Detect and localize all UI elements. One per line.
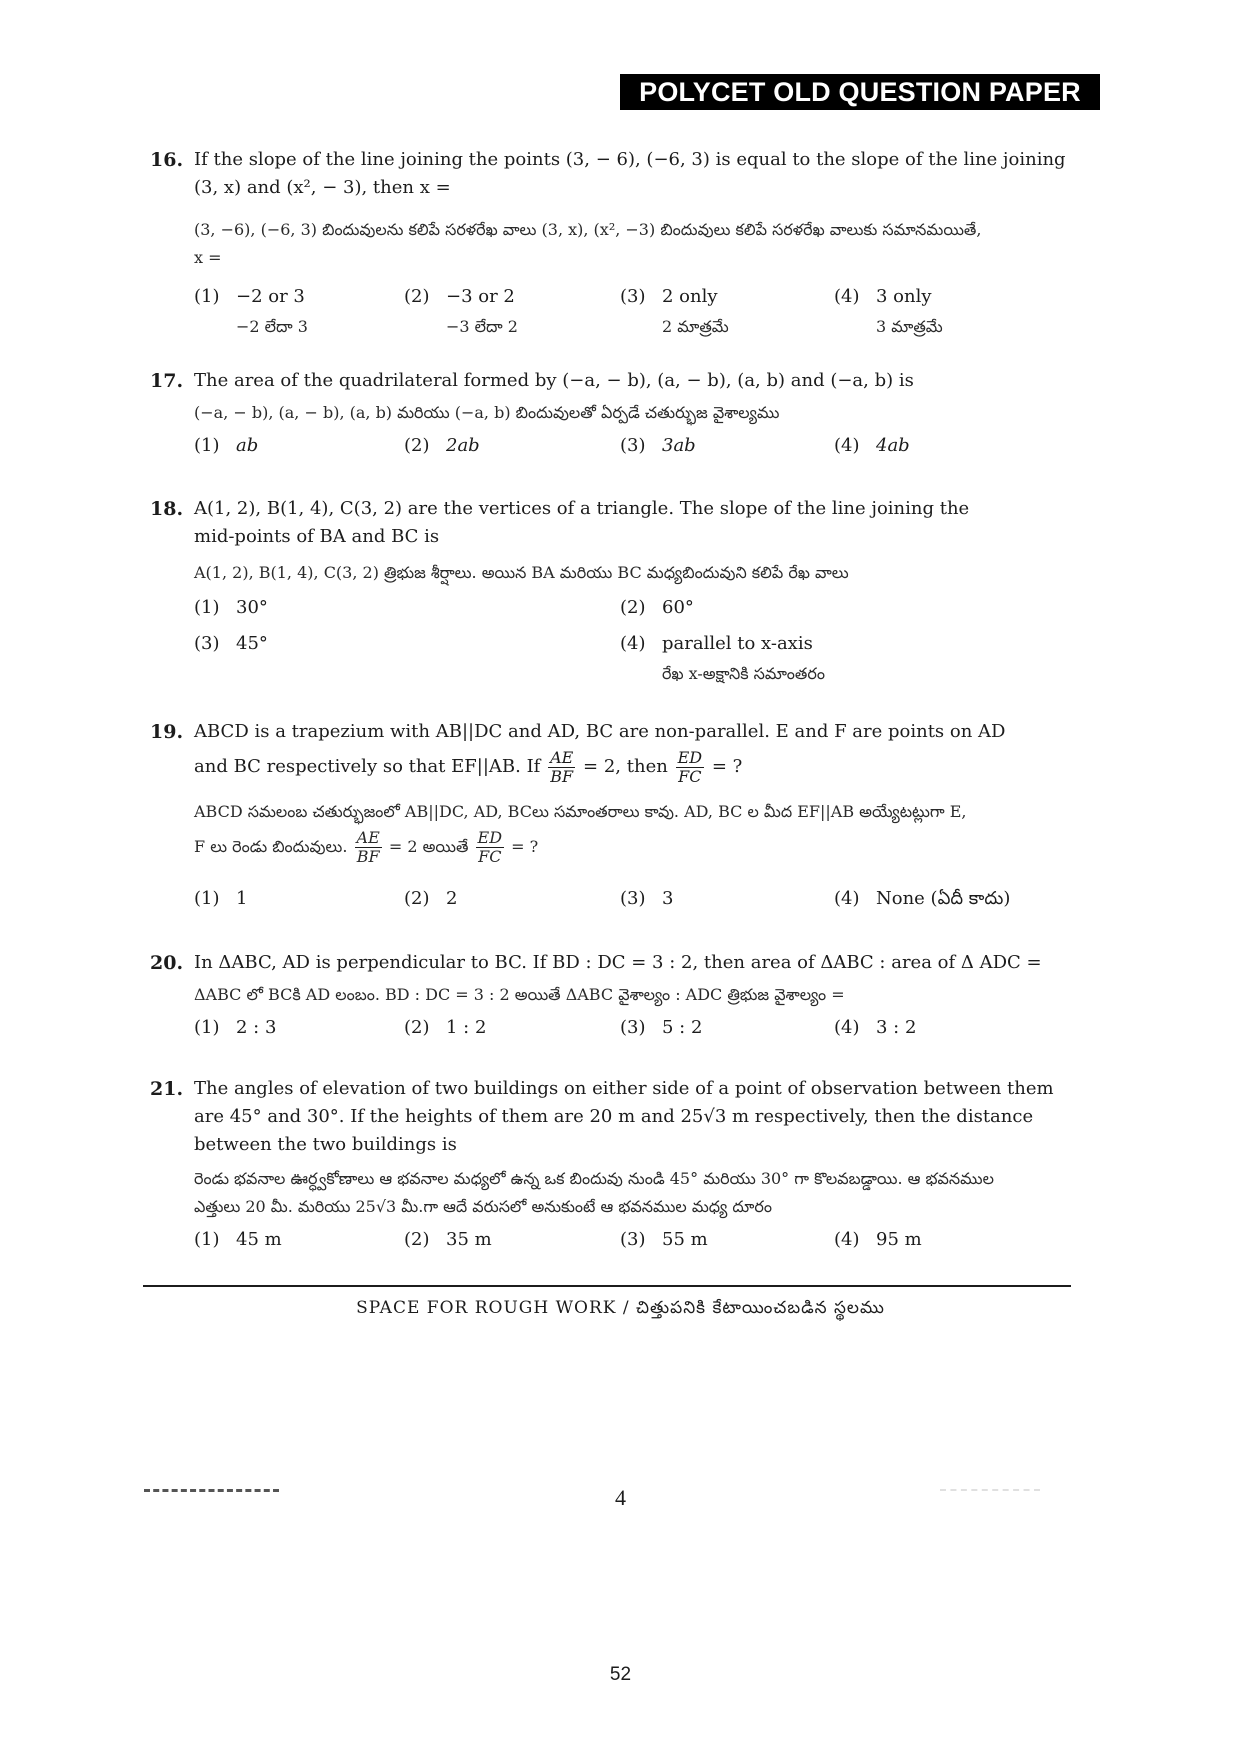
- question-18: [150, 495, 1070, 689]
- option-2: (2) 2: [404, 888, 458, 909]
- question-text-telugu: ఎత్తులు 20 మీ. మరియు 25√3 మీ.గా ఆదే వరుసలో అనుకుంటే ఆ భవనముల మధ్య దూరం: [194, 1197, 772, 1216]
- fraction-ae-bf: $\frac{AE}{BF}$: [550, 747, 574, 786]
- option-2: (2) 2ab: [404, 435, 480, 456]
- question-text: between the two buildings is: [194, 1134, 457, 1155]
- question-text-telugu: రెండు భవనాల ఊర్ధ్వకోణాలు ఆ భవనాల మధ్యలో ఉన్న ఒక బిందువు నుండి 45° మరియు 30° గా కొలవబడ్డాయి. ఆ భవనముల: [194, 1169, 994, 1188]
- option-2-telugu: −3 లేదా 2: [446, 317, 518, 336]
- option-2: (2) 1 : 2: [404, 1017, 487, 1038]
- fraction-ed-fc: $\frac{ED}{FC}$: [677, 747, 703, 786]
- option-3: (3) 5 : 2: [620, 1017, 703, 1038]
- option-4: (4) None (ఏదీ కాదు): [834, 888, 1011, 909]
- question-number: 19.: [150, 721, 184, 743]
- question-number: 21.: [150, 1078, 184, 1100]
- question-text-telugu: (3, −6), (−6, 3) బిందువులను కలిపే సరళరేఖ వాలు (3, x), (x², −3) బిందువులు కలిపే సరళరేఖ వాలుకు సమానమయితే,: [194, 220, 982, 239]
- option-1: (1) 30°: [194, 597, 268, 618]
- question-text: The angles of elevation of two buildings on either side of a point of observation between them: [194, 1078, 1054, 1099]
- question-text: ABCD is a trapezium with AB||DC and AD, BC are non-parallel. E and F are points on AD: [194, 721, 1006, 742]
- question-number: 16.: [150, 149, 184, 171]
- question-21: [150, 1075, 1070, 1255]
- paper-title-banner: POLYCET OLD QUESTION PAPER: [620, 74, 1100, 110]
- question-number: 20.: [150, 952, 184, 974]
- question-text-telugu: (−a, − b), (a, − b), (a, b) మరియు (−a, b) బిందువులతో ఏర్పడే చతుర్భుజ వైశాల్యము: [194, 403, 780, 422]
- option-3-telugu: 2 మాత్రమే: [662, 317, 729, 336]
- question-17: [150, 367, 1070, 461]
- question-19: [150, 718, 1070, 914]
- option-1: (1) 2 : 3: [194, 1017, 277, 1038]
- question-text-telugu: A(1, 2), B(1, 4), C(3, 2) త్రిభుజ శీర్షాలు. అయిన BA మరియు BC మధ్యబిందువుని కలిపే రేఖ వాలు: [194, 563, 849, 582]
- option-1: (1) 1: [194, 888, 248, 909]
- option-3: (3) 3ab: [620, 435, 696, 456]
- option-1: (1) 45 m: [194, 1229, 282, 1250]
- option-2: (2) −3 or 2: [404, 286, 515, 307]
- question-20: [150, 949, 1070, 1043]
- option-2: (2) 35 m: [404, 1229, 492, 1250]
- option-4: (4) 3 only: [834, 286, 932, 307]
- option-4-telugu: 3 మాత్రమే: [876, 317, 943, 336]
- scan-mark-right: [940, 1489, 1040, 1491]
- option-3: (3) 3: [620, 888, 674, 909]
- question-text: and BC respectively so that EF||AB. If $\frac{AE}{BF}$ = 2, then $\frac{ED}{FC}$ = ?: [194, 747, 743, 786]
- option-4: (4) parallel to x-axis: [620, 633, 813, 654]
- question-number: 18.: [150, 498, 184, 520]
- fraction-ed-fc: $\frac{ED}{FC}$: [477, 828, 503, 866]
- question-16: [150, 146, 1070, 342]
- question-text: A(1, 2), B(1, 4), C(3, 2) are the vertices of a triangle. The slope of the line joining the: [194, 498, 970, 519]
- option-1: (1) −2 or 3: [194, 286, 305, 307]
- option-2: (2) 60°: [620, 597, 694, 618]
- option-3: (3) 2 only: [620, 286, 718, 307]
- option-1: (1) ab: [194, 435, 259, 456]
- question-text: If the slope of the line joining the points (3, − 6), (−6, 3) is equal to the slope of the line joining: [194, 149, 1066, 170]
- section-divider: [143, 1285, 1071, 1287]
- question-text-telugu: x =: [194, 248, 222, 267]
- printed-page-number: 4: [615, 1485, 626, 1510]
- option-4: (4) 4ab: [834, 435, 910, 456]
- question-text: mid-points of BA and BC is: [194, 526, 440, 547]
- option-4: (4) 3 : 2: [834, 1017, 917, 1038]
- question-text-telugu: F లు రెండు బిందువులు. $\frac{AE}{BF}$ = 2 అయితే $\frac{ED}{FC}$ = ?: [194, 828, 539, 866]
- question-text: (3, x) and (x², − 3), then x =: [194, 177, 451, 198]
- fraction-ae-bf: $\frac{AE}{BF}$: [356, 828, 380, 866]
- question-text-telugu: ABCD సమలంబ చతుర్భుజంలో AB||DC, AD, BCలు సమాంతరాలు కావు. AD, BC ల మీద EF||AB అయ్యేటట్లుగా E,: [194, 802, 967, 821]
- question-text: are 45° and 30°. If the heights of them are 20 m and 25√3 m respectively, then the distance: [194, 1106, 1034, 1127]
- question-text-telugu: ΔABC లో BCకి AD లంబం. BD : DC = 3 : 2 అయితే ΔABC వైశాల్యం : ADC త్రిభుజ వైశాల్యం =: [194, 985, 845, 1004]
- question-text: The area of the quadrilateral formed by (−a, − b), (a, − b), (a, b) and (−a, b) is: [194, 370, 914, 391]
- rough-work-label: SPACE FOR ROUGH WORK / చిత్తుపనికి కేటాయించబడిన స్థలము: [356, 1298, 885, 1318]
- question-text: In ΔABC, AD is perpendicular to BC. If BD : DC = 3 : 2, then area of ΔABC : area of Δ ADC =: [194, 952, 1042, 973]
- option-3: (3) 45°: [194, 633, 268, 654]
- option-1-telugu: −2 లేదా 3: [236, 317, 308, 336]
- question-number: 17.: [150, 370, 184, 392]
- option-4: (4) 95 m: [834, 1229, 922, 1250]
- option-4-telugu: రేఖ x-అక్షానికి సమాంతరం: [662, 664, 825, 683]
- option-3: (3) 55 m: [620, 1229, 708, 1250]
- pdf-page-number: 52: [609, 1664, 632, 1685]
